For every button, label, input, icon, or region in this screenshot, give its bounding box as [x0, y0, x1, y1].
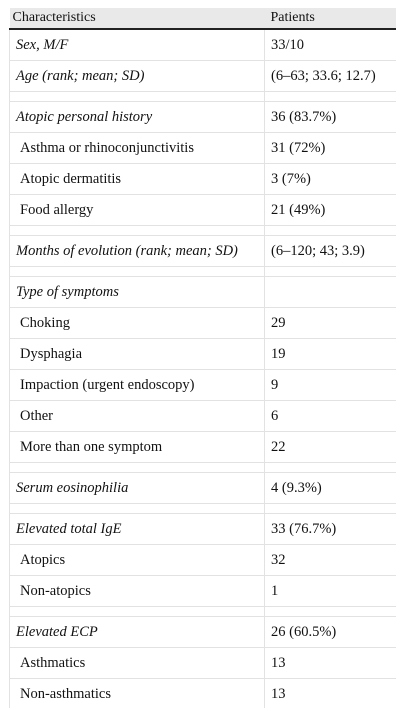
spacer-cell	[265, 463, 397, 473]
table-header-row	[10, 8, 397, 29]
row-value	[265, 277, 397, 308]
spacer-row	[10, 92, 397, 102]
table-row	[10, 133, 397, 164]
row-value: 21 (49%)	[265, 195, 397, 226]
row-value: 3 (7%)	[265, 164, 397, 195]
row-label: More than one symptom	[10, 432, 265, 463]
row-label: Choking	[10, 308, 265, 339]
table-row	[10, 370, 397, 401]
row-label: Impaction (urgent endoscopy)	[10, 370, 265, 401]
table-row	[10, 195, 397, 226]
row-value: 36 (83.7%)	[265, 102, 397, 133]
spacer-cell	[265, 504, 397, 514]
row-label: Type of symptoms	[10, 277, 265, 308]
spacer-cell	[10, 226, 265, 236]
row-label: Age (rank; mean; SD)	[10, 61, 265, 92]
spacer-cell	[10, 607, 265, 617]
row-value: 13	[265, 648, 397, 679]
spacer-cell	[265, 92, 397, 102]
header-patients: Patients	[265, 8, 397, 29]
section-row	[10, 473, 397, 504]
row-value: 32	[265, 545, 397, 576]
spacer-cell	[265, 226, 397, 236]
spacer-row	[10, 267, 397, 277]
characteristics-table	[9, 8, 396, 708]
row-label: Elevated total IgE	[10, 514, 265, 545]
row-value: 33 (76.7%)	[265, 514, 397, 545]
table-row	[10, 648, 397, 679]
section-row	[10, 29, 397, 61]
row-value: 9	[265, 370, 397, 401]
spacer-cell	[10, 92, 265, 102]
section-row	[10, 61, 397, 92]
table-row	[10, 401, 397, 432]
table-row	[10, 339, 397, 370]
row-value: 6	[265, 401, 397, 432]
section-row	[10, 277, 397, 308]
spacer-cell	[10, 463, 265, 473]
row-value: 22	[265, 432, 397, 463]
table-row	[10, 308, 397, 339]
spacer-cell	[10, 267, 265, 277]
spacer-cell	[265, 267, 397, 277]
row-value: 13	[265, 679, 397, 709]
row-label: Elevated ECP	[10, 617, 265, 648]
row-label: Dysphagia	[10, 339, 265, 370]
row-value: 19	[265, 339, 397, 370]
section-row	[10, 617, 397, 648]
section-row	[10, 514, 397, 545]
table-body	[10, 29, 397, 708]
row-label: Atopic personal history	[10, 102, 265, 133]
section-row	[10, 236, 397, 267]
spacer-row	[10, 463, 397, 473]
row-label: Other	[10, 401, 265, 432]
row-value: 4 (9.3%)	[265, 473, 397, 504]
table-row	[10, 432, 397, 463]
row-value: 31 (72%)	[265, 133, 397, 164]
table-row	[10, 545, 397, 576]
spacer-row	[10, 504, 397, 514]
row-label: Atopics	[10, 545, 265, 576]
table-row	[10, 576, 397, 607]
row-value: 29	[265, 308, 397, 339]
row-label: Food allergy	[10, 195, 265, 226]
row-label: Asthma or rhinoconjunctivitis	[10, 133, 265, 164]
row-label: Asthmatics	[10, 648, 265, 679]
row-label: Non-asthmatics	[10, 679, 265, 709]
spacer-cell	[265, 607, 397, 617]
row-value: 26 (60.5%)	[265, 617, 397, 648]
row-label: Sex, M/F	[10, 29, 265, 61]
row-value: (6–63; 33.6; 12.7)	[265, 61, 397, 92]
table-row	[10, 164, 397, 195]
section-row	[10, 102, 397, 133]
row-value: 1	[265, 576, 397, 607]
header-characteristics: Characteristics	[10, 8, 265, 29]
row-label: Months of evolution (rank; mean; SD)	[10, 236, 265, 267]
row-value: 33/10	[265, 29, 397, 61]
row-value: (6–120; 43; 3.9)	[265, 236, 397, 267]
row-label: Atopic dermatitis	[10, 164, 265, 195]
spacer-row	[10, 226, 397, 236]
spacer-row	[10, 607, 397, 617]
table-row	[10, 679, 397, 709]
spacer-cell	[10, 504, 265, 514]
row-label: Serum eosinophilia	[10, 473, 265, 504]
characteristics-table-container	[9, 8, 396, 708]
row-label: Non-atopics	[10, 576, 265, 607]
